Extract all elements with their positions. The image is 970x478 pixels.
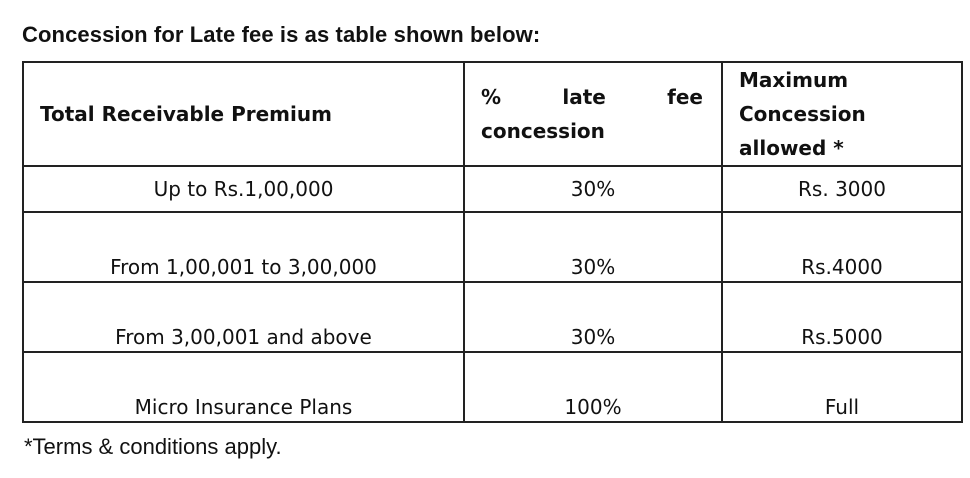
cell-percent: 30%	[464, 282, 722, 352]
table-row	[23, 212, 962, 282]
header-percent-sign: %	[481, 85, 502, 109]
cell-premium: Up to Rs.1,00,000	[23, 166, 464, 212]
header-total-receivable-premium: Total Receivable Premium	[23, 62, 464, 166]
cell-max: Rs.5000	[722, 282, 962, 352]
cell-premium: From 3,00,001 and above	[23, 282, 464, 352]
table-header-row	[23, 62, 962, 166]
cell-percent: 30%	[464, 166, 722, 212]
header-word-concession: concession	[481, 119, 605, 143]
cell-percent: 30%	[464, 212, 722, 282]
cell-max: Rs. 3000	[722, 166, 962, 212]
header-max-line3: allowed *	[739, 136, 844, 160]
cell-percent: 100%	[464, 352, 722, 422]
terms-footnote: *Terms & conditions apply.	[24, 434, 282, 459]
cell-max: Rs.4000	[722, 212, 962, 282]
cell-premium: Micro Insurance Plans	[23, 352, 464, 422]
header-word-fee: fee	[667, 85, 703, 109]
header-late-fee-concession	[464, 62, 722, 166]
table-row	[23, 282, 962, 352]
cell-premium: From 1,00,001 to 3,00,000	[23, 212, 464, 282]
header-max-line2: Concession	[739, 102, 866, 126]
header-word-late: late	[562, 85, 606, 109]
table-row	[23, 352, 962, 422]
header-max-line1: Maximum	[739, 68, 849, 92]
late-fee-concession-table	[22, 61, 963, 423]
header-maximum-concession-allowed	[722, 62, 962, 166]
table-row	[23, 166, 962, 212]
page-heading: Concession for Late fee is as table shown below:	[22, 22, 541, 47]
cell-max: Full	[722, 352, 962, 422]
